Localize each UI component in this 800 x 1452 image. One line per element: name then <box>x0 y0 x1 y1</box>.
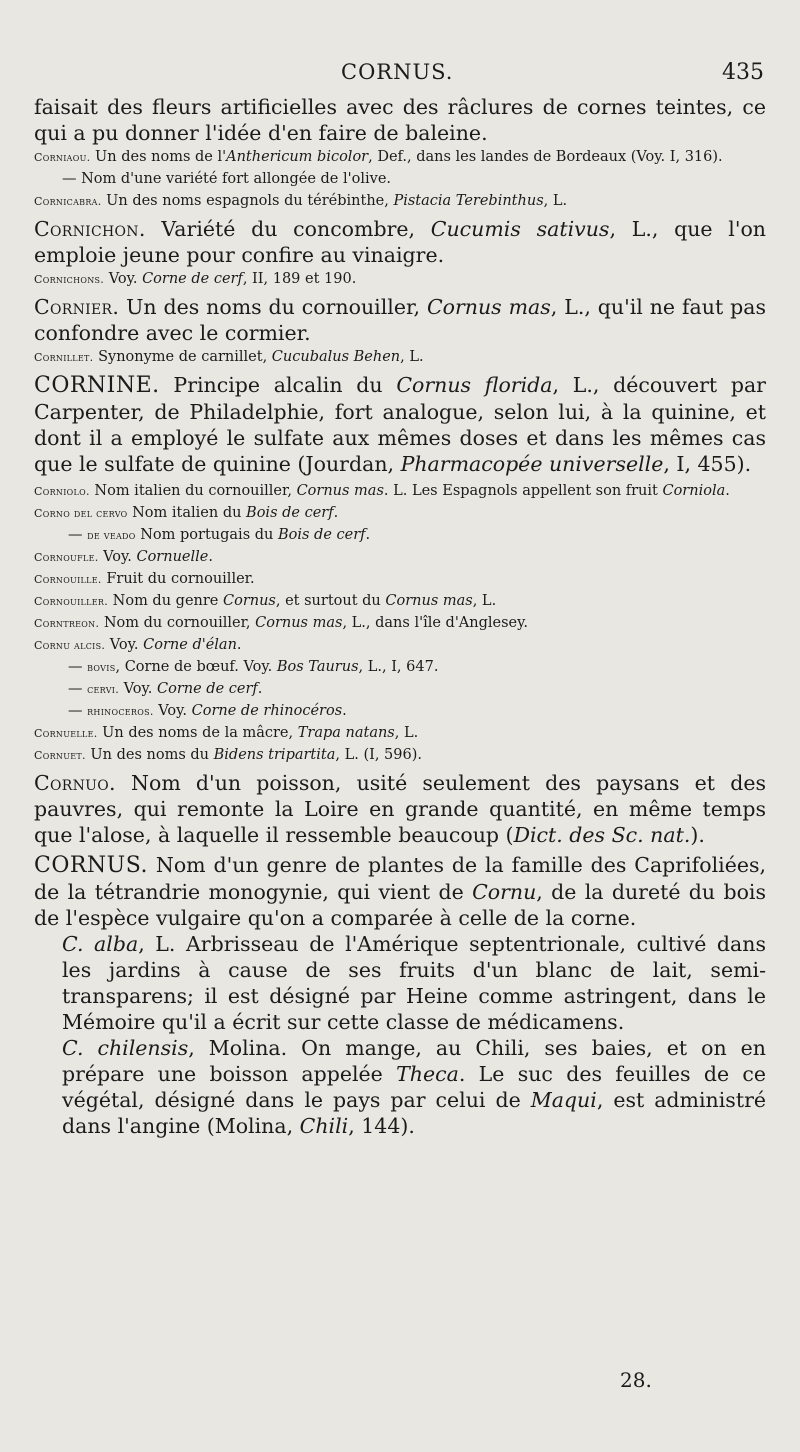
entry-cornier: Cornier. Un des noms du cornouiller, Cornus mas, L., qu'il ne faut pas confondre avec le cormier. <box>34 295 766 345</box>
entry-continuation: faisait des fleurs artificielles avec des râclures de cornes teintes, ce qui a pu donner l'idée d'en faire de baleine. <box>34 95 766 145</box>
entry-cornillet: Cornillet. Synonyme de carnillet, Cucubalus Behen, L. <box>34 349 424 365</box>
entry-de-veado: — de veado Nom portugais du Bois de cerf. <box>68 527 371 543</box>
entry-cornuelle: Cornuelle. Un des noms de la mâcre, Trapa natans, L. <box>34 725 419 741</box>
entry-cornuet: Cornuet. Un des noms du Bidens tripartita, L. (I, 596). <box>34 747 422 763</box>
entry-cornus-chilensis: C. chilensis, Molina. On mange, au Chili, ses baies, et on en prépare une boisson appelée Theca. Le suc des feuilles de ce végétal, désigné dans le pays par celui de Maqui, est administré dans l'angine (Molina, Chili, 144). <box>62 1036 767 1138</box>
dictionary-text <box>34 94 766 1139</box>
entry-corniaou: Corniaou. Un des noms de l'Anthericum bicolor, Def., dans les landes de Bordeaux (Voy. I, 316). <box>34 149 723 165</box>
entry-cervi: — cervi. Voy. Corne de cerf. <box>68 681 263 697</box>
entry-cornoufle: Cornoufle. Voy. Cornuelle. <box>34 549 213 565</box>
entry-corno-del-cervo: Corno del cervo Nom italien du Bois de cerf. <box>34 505 339 521</box>
entry-cornus: CORNUS. Nom d'un genre de plantes de la famille des Caprifoliées, de la tétrandrie monogynie, qui vient de Cornu, de la dureté du bois de l'espèce vulgaire qu'on a comparée à celle de la corne. <box>34 853 766 930</box>
entry-cornine: CORNINE. Principe alcalin du Cornus florida, L., découvert par Carpenter, de Philadelphie, fort analogue, selon lui, à la quinine, et dont il a employé le sulfate aux mêmes doses et dans les mêmes cas que le sulfate de quinine (Jourdan, Pharmacopée universelle, I, 455). <box>34 373 766 476</box>
entry-cornuo: Cornuo. Nom d'un poisson, usité seulement des paysans et des pauvres, qui remonte la Loire en grande quantité, en même temps que l'alose, à laquelle il ressemble beaucoup (Dict. des Sc. nat.). <box>34 771 766 847</box>
entry-cornouille: Cornouille. Fruit du cornouiller. <box>34 571 255 587</box>
entry-cornus-alba: C. alba, L. Arbrisseau de l'Amérique septentrionale, cultivé dans les jardins à cause de ses fruits d'un blanc de lait, semi-transparens; il est désigné par Heine comme astringent, dans le Mémoire qu'il a écrit sur cette classe de médicamens. <box>62 932 766 1034</box>
entry-corniolo: Corniolo. Nom italien du cornouiller, Cornus mas. L. Les Espagnols appellent son fruit Corniola. <box>34 483 730 499</box>
signature-mark: 28. <box>620 1368 652 1392</box>
entry-cornichon: Cornichon. Variété du concombre, Cucumis sativus, L., que l'on emploie jeune pour confire au vinaigre. <box>34 217 767 267</box>
entry-olive-variety: — Nom d'une variété fort allongée de l'olive. <box>62 171 392 187</box>
entry-corntreon: Corntreon. Nom du cornouiller, Cornus mas, L., dans l'île d'Anglesey. <box>34 615 529 631</box>
entry-cornichons: Cornichons. Voy. Corne de cerf, II, 189 et 190. <box>34 271 357 287</box>
entry-rhinoceros: — rhinoceros. Voy. Corne de rhinocéros. <box>68 703 347 719</box>
page-header <box>0 60 800 90</box>
entry-bovis: — bovis, Corne de bœuf. Voy. Bos Taurus, L., I, 647. <box>68 659 439 675</box>
entry-cornu-alcis: Cornu alcis. Voy. Corne d'élan. <box>34 637 242 653</box>
entry-cornicabra: Cornicabra. Un des noms espagnols du térébinthe, Pistacia Terebinthus, L. <box>34 193 568 209</box>
running-title: CORNUS. <box>341 60 454 84</box>
entry-cornouiller: Cornouiller. Nom du genre Cornus, et surtout du Cornus mas, L. <box>34 593 497 609</box>
page-number: 435 <box>722 60 764 85</box>
